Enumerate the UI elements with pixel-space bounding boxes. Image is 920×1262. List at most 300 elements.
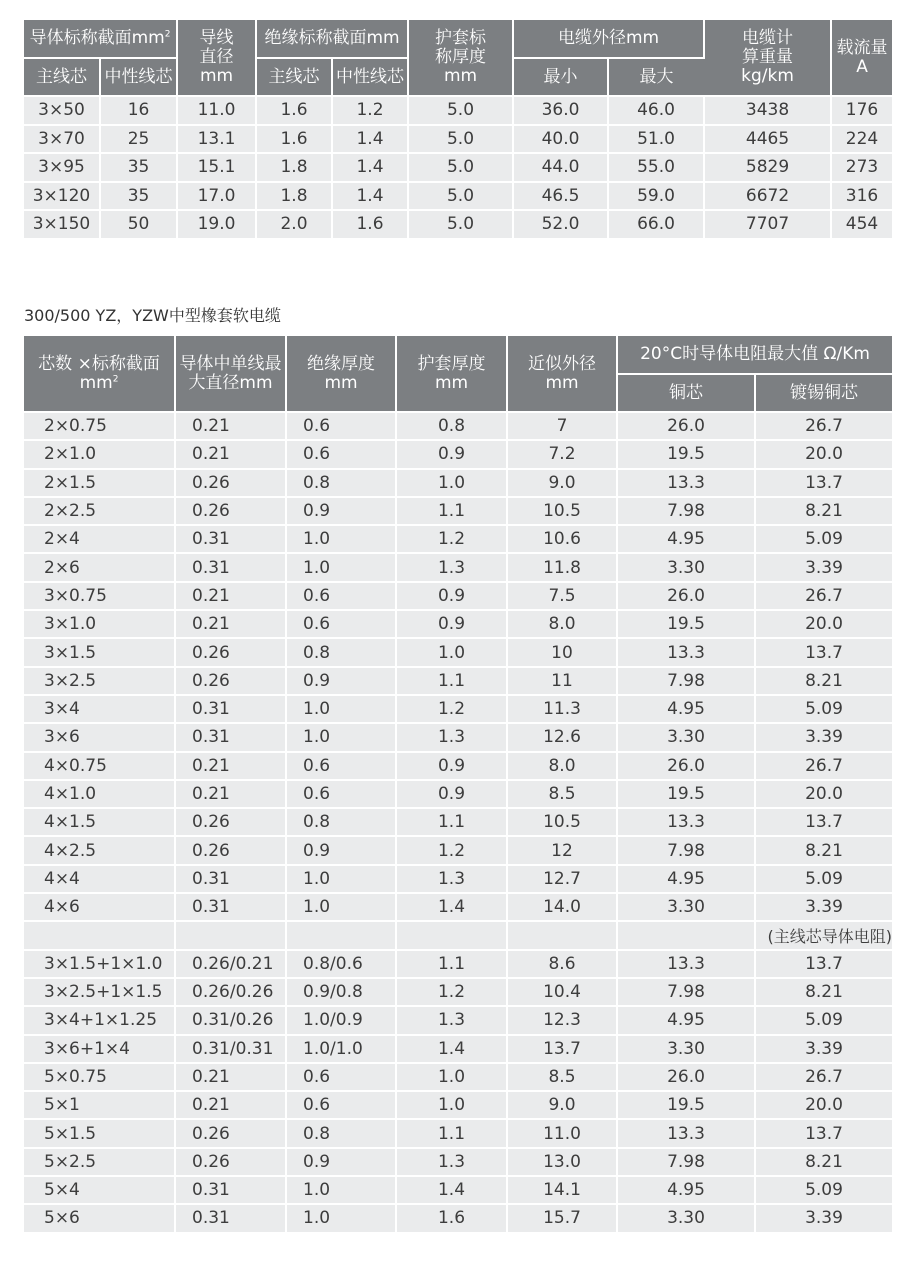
table-cell: 3.39	[755, 723, 892, 751]
table-cell: 26.7	[755, 1063, 892, 1091]
table-cell: 36.0	[513, 96, 608, 125]
table-row	[24, 440, 892, 468]
header-outer-diameter: 电缆外径mm	[513, 20, 704, 58]
table-cell: 1.8	[256, 153, 332, 182]
table-cell: 13.7	[755, 469, 892, 497]
table-cell: 20.0	[755, 780, 892, 808]
table-cell: 46.5	[513, 182, 608, 211]
table-cell: 3.39	[755, 553, 892, 581]
header-main-core: 主线芯	[24, 58, 100, 96]
table-cell: 59.0	[608, 182, 704, 211]
table-cell: 46.0	[608, 96, 704, 125]
table-cell: 4×1.5	[24, 808, 175, 836]
table-cell: 1.6	[256, 125, 332, 154]
empty-cell	[396, 921, 507, 949]
table-cell: 14.1	[507, 1176, 617, 1204]
table-cell: 13.3	[617, 1119, 755, 1147]
table-row	[24, 1063, 892, 1091]
table-cell: 35	[100, 182, 177, 211]
table-cell: 0.9	[396, 440, 507, 468]
table-cell: 8.21	[755, 1148, 892, 1176]
table-cell: 1.6	[256, 96, 332, 125]
table-cell: 0.31	[175, 1204, 286, 1232]
table-cell: 273	[831, 153, 892, 182]
header-sheath-thickness: 护套标 称厚度 mm	[408, 20, 513, 96]
header-insulation-neutral: 中性线芯	[332, 58, 408, 96]
table-cell: 4×4	[24, 865, 175, 893]
table-2-body	[24, 412, 892, 1233]
table-cell: 19.5	[617, 440, 755, 468]
table-row	[24, 182, 892, 211]
table-cell: 0.9	[396, 582, 507, 610]
table-cell: 4×1.0	[24, 780, 175, 808]
table-cell: 7.5	[507, 582, 617, 610]
table-cell: 0.26	[175, 808, 286, 836]
table-cell: 51.0	[608, 125, 704, 154]
table-cell: 3.30	[617, 1035, 755, 1063]
table-cell: 3×1.0	[24, 610, 175, 638]
table-cell: 5.09	[755, 695, 892, 723]
table-cell: 0.6	[286, 412, 396, 440]
table-cell: 4.95	[617, 1176, 755, 1204]
table-cell: 0.6	[286, 1091, 396, 1119]
empty-cell	[175, 921, 286, 949]
table-cell: 3×95	[24, 153, 100, 182]
table-cell: 11.0	[177, 96, 256, 125]
table-cell: 8.21	[755, 497, 892, 525]
table-cell: 13.7	[755, 950, 892, 978]
header-cores-area: 芯数 ×标称截面 $mm^2$	[24, 336, 175, 412]
table-cell: 26.0	[617, 752, 755, 780]
table-cell: 13.3	[617, 638, 755, 666]
table-cell: 7.98	[617, 497, 755, 525]
table-cell: 0.31/0.26	[175, 1006, 286, 1034]
table-row	[24, 752, 892, 780]
table-cell: 5×1	[24, 1091, 175, 1119]
table-cell: 1.4	[396, 1035, 507, 1063]
table-row	[24, 582, 892, 610]
table-cell: 0.26	[175, 497, 286, 525]
table-cell: 0.8/0.6	[286, 950, 396, 978]
table-cell: 1.3	[396, 865, 507, 893]
table-cell: 10.4	[507, 978, 617, 1006]
table-row	[24, 469, 892, 497]
table-cell: 3438	[704, 96, 831, 125]
table-cell: 19.5	[617, 780, 755, 808]
table-cell: 2×6	[24, 553, 175, 581]
table-cell: 1.4	[332, 153, 408, 182]
header-neutral-core: 中性线芯	[100, 58, 177, 96]
header-tinned-copper: 镀锡铜芯	[755, 374, 892, 412]
table-cell: 1.0	[286, 1176, 396, 1204]
table-cell: 3×6+1×4	[24, 1035, 175, 1063]
header-approx-diameter: 近似外径 mm	[507, 336, 617, 412]
table-cell: 2×0.75	[24, 412, 175, 440]
table-cell: 3×1.5+1×1.0	[24, 950, 175, 978]
table-cell: 6672	[704, 182, 831, 211]
table-cell: 0.31	[175, 723, 286, 751]
table-row	[24, 893, 892, 921]
table-cell: 0.31/0.31	[175, 1035, 286, 1063]
table-row	[24, 96, 892, 125]
table-cell: 0.26	[175, 469, 286, 497]
table-cell: 25	[100, 125, 177, 154]
table-cell: 2.0	[256, 210, 332, 239]
table-cell: 0.21	[175, 752, 286, 780]
table-cell: 0.9	[286, 667, 396, 695]
table-cell: 1.1	[396, 497, 507, 525]
table-cell: 0.6	[286, 440, 396, 468]
table-cell: 15.7	[507, 1204, 617, 1232]
table-cell: 50	[100, 210, 177, 239]
table-cell: 1.6	[396, 1204, 507, 1232]
table-cell: 3.39	[755, 893, 892, 921]
table-cell: 5×2.5	[24, 1148, 175, 1176]
table-cell: 0.21	[175, 1091, 286, 1119]
table-cell: 0.9	[286, 836, 396, 864]
table-cell: 8.21	[755, 667, 892, 695]
table-cell: 3×150	[24, 210, 100, 239]
table-cell: 0.21	[175, 582, 286, 610]
resistance-note: (主线芯导体电阻)	[755, 921, 892, 949]
table-cell: 15.1	[177, 153, 256, 182]
table-cell: 0.9	[396, 780, 507, 808]
table-row	[24, 978, 892, 1006]
table-cell: 13.3	[617, 808, 755, 836]
table-cell: 0.6	[286, 752, 396, 780]
table-cell: 454	[831, 210, 892, 239]
table-2-title: 300/500 YZ，YZW中型橡套软电缆	[24, 306, 281, 325]
table-row	[24, 667, 892, 695]
table-cell: 11	[507, 667, 617, 695]
table-cell: 20.0	[755, 1091, 892, 1119]
table-cell: 52.0	[513, 210, 608, 239]
table-cell: 13.7	[755, 1119, 892, 1147]
table-cell: 3.30	[617, 723, 755, 751]
table-cell: 5.0	[408, 125, 513, 154]
table-row	[24, 1091, 892, 1119]
table-cell: 0.8	[396, 412, 507, 440]
table-row	[24, 1148, 892, 1176]
header-diameter-min: 最小	[513, 58, 608, 96]
cable-spec-table-1	[24, 20, 892, 240]
table-cell: 0.26	[175, 1148, 286, 1176]
table-cell: 12.3	[507, 1006, 617, 1034]
table-cell: 0.6	[286, 780, 396, 808]
table-cell: 19.5	[617, 610, 755, 638]
table-row	[24, 723, 892, 751]
table-cell: 10.5	[507, 808, 617, 836]
table-cell: 14.0	[507, 893, 617, 921]
table-cell: 1.0	[286, 1204, 396, 1232]
table-row	[24, 1006, 892, 1034]
table-cell: 7	[507, 412, 617, 440]
table-cell: 1.4	[332, 125, 408, 154]
table-cell: 20.0	[755, 440, 892, 468]
table-cell: 2×4	[24, 525, 175, 553]
table-cell: 0.31	[175, 893, 286, 921]
table-cell: 0.21	[175, 412, 286, 440]
empty-cell	[24, 921, 175, 949]
table-cell: 4.95	[617, 525, 755, 553]
table-cell: 26.7	[755, 582, 892, 610]
table-cell: 13.3	[617, 950, 755, 978]
table-cell: 13.7	[755, 808, 892, 836]
table-1-body	[24, 96, 892, 239]
table-cell: 8.5	[507, 780, 617, 808]
table-cell: 26.7	[755, 412, 892, 440]
table-cell: 5.09	[755, 865, 892, 893]
table-note-row	[24, 921, 892, 949]
table-cell: 10.6	[507, 525, 617, 553]
table-row	[24, 153, 892, 182]
table-cell: 3×50	[24, 96, 100, 125]
empty-cell	[507, 921, 617, 949]
table-row	[24, 1119, 892, 1147]
table-cell: 0.21	[175, 610, 286, 638]
table-row	[24, 497, 892, 525]
table-cell: 4.95	[617, 695, 755, 723]
table-cell: 10	[507, 638, 617, 666]
table-cell: 0.31	[175, 865, 286, 893]
table-cell: 66.0	[608, 210, 704, 239]
table-cell: 12	[507, 836, 617, 864]
table-cell: 0.9/0.8	[286, 978, 396, 1006]
table-cell: 1.0/0.9	[286, 1006, 396, 1034]
table-cell: 5.09	[755, 1176, 892, 1204]
table-cell: 1.0	[286, 723, 396, 751]
table-cell: 0.9	[286, 1148, 396, 1176]
table-row	[24, 412, 892, 440]
table-cell: 1.1	[396, 950, 507, 978]
table-cell: 5×0.75	[24, 1063, 175, 1091]
table-row	[24, 1035, 892, 1063]
table-cell: 1.3	[396, 723, 507, 751]
table-cell: 5.09	[755, 1006, 892, 1034]
table-cell: 5.0	[408, 210, 513, 239]
table-cell: 5×6	[24, 1204, 175, 1232]
table-cell: 1.3	[396, 1006, 507, 1034]
header-diameter-max: 最大	[608, 58, 704, 96]
table-cell: 5.0	[408, 96, 513, 125]
table-row	[24, 610, 892, 638]
table-cell: 2×1.0	[24, 440, 175, 468]
table-cell: 2×1.5	[24, 469, 175, 497]
table-cell: 4×0.75	[24, 752, 175, 780]
header-max-wire-diameter: 导体中单线最 大直径mm	[175, 336, 286, 412]
table-cell: 1.4	[396, 1176, 507, 1204]
table-cell: 8.6	[507, 950, 617, 978]
table-cell: 3.30	[617, 893, 755, 921]
table-cell: 13.1	[177, 125, 256, 154]
table-cell: 8.5	[507, 1063, 617, 1091]
header-sheath-thickness: 护套厚度 mm	[396, 336, 507, 412]
table-cell: 1.1	[396, 808, 507, 836]
table-cell: 1.8	[256, 182, 332, 211]
table-row	[24, 638, 892, 666]
table-cell: 4.95	[617, 1006, 755, 1034]
table-cell: 1.2	[332, 96, 408, 125]
table-cell: 11.8	[507, 553, 617, 581]
table-row	[24, 210, 892, 239]
table-cell: 8.0	[507, 752, 617, 780]
table-cell: 176	[831, 96, 892, 125]
table-cell: 20.0	[755, 610, 892, 638]
table-cell: 17.0	[177, 182, 256, 211]
table-cell: 7.98	[617, 667, 755, 695]
table-cell: 3×2.5+1×1.5	[24, 978, 175, 1006]
table-cell: 0.26	[175, 638, 286, 666]
table-cell: 3×70	[24, 125, 100, 154]
table-row	[24, 950, 892, 978]
table-cell: 5.09	[755, 525, 892, 553]
table-cell: 12.7	[507, 865, 617, 893]
table-cell: 7707	[704, 210, 831, 239]
table-cell: 0.21	[175, 1063, 286, 1091]
header-resistance: 20°C时导体电阻最大值 Ω/Km	[617, 336, 892, 374]
table-cell: 5829	[704, 153, 831, 182]
table-cell: 35	[100, 153, 177, 182]
empty-cell	[286, 921, 396, 949]
table-cell: 0.26/0.21	[175, 950, 286, 978]
table-cell: 13.7	[755, 638, 892, 666]
table-cell: 19.0	[177, 210, 256, 239]
table-cell: 0.6	[286, 582, 396, 610]
header-cable-weight: 电缆计 算重量 kg/km	[704, 20, 831, 96]
header-copper: 铜芯	[617, 374, 755, 412]
table-cell: 3×1.5	[24, 638, 175, 666]
table-cell: 1.0	[396, 1063, 507, 1091]
table-cell: 1.3	[396, 1148, 507, 1176]
table-cell: 16	[100, 96, 177, 125]
table-cell: 1.0	[286, 525, 396, 553]
table-cell: 1.2	[396, 836, 507, 864]
table-cell: 0.26	[175, 667, 286, 695]
table-cell: 5×1.5	[24, 1119, 175, 1147]
table-cell: 7.98	[617, 978, 755, 1006]
table-cell: 0.26	[175, 1119, 286, 1147]
table-cell: 8.21	[755, 978, 892, 1006]
table-cell: 1.2	[396, 695, 507, 723]
table-cell: 1.0	[286, 553, 396, 581]
table-cell: 1.4	[396, 893, 507, 921]
table-cell: 3×0.75	[24, 582, 175, 610]
table-cell: 5×4	[24, 1176, 175, 1204]
table-cell: 26.7	[755, 752, 892, 780]
table-cell: 1.6	[332, 210, 408, 239]
table-cell: 0.9	[396, 752, 507, 780]
table-cell: 0.6	[286, 1063, 396, 1091]
table-cell: 55.0	[608, 153, 704, 182]
table-cell: 11.0	[507, 1119, 617, 1147]
table-row	[24, 525, 892, 553]
table-cell: 0.8	[286, 638, 396, 666]
table-cell: 12.6	[507, 723, 617, 751]
table-cell: 4.95	[617, 865, 755, 893]
table-row	[24, 695, 892, 723]
table-cell: 4465	[704, 125, 831, 154]
table-cell: 7.98	[617, 836, 755, 864]
table-row	[24, 125, 892, 154]
table-cell: 26.0	[617, 1063, 755, 1091]
table-cell: 19.5	[617, 1091, 755, 1119]
table-cell: 13.3	[617, 469, 755, 497]
table-row	[24, 836, 892, 864]
table-cell: 10.5	[507, 497, 617, 525]
table-cell: 1.0	[396, 1091, 507, 1119]
table-cell: 4×2.5	[24, 836, 175, 864]
table-cell: 2×2.5	[24, 497, 175, 525]
table-row	[24, 808, 892, 836]
table-row	[24, 553, 892, 581]
empty-cell	[617, 921, 755, 949]
header-wire-diameter: 导线 直径 mm	[177, 20, 256, 96]
table-cell: 0.8	[286, 808, 396, 836]
table-row	[24, 1176, 892, 1204]
table-cell: 8.21	[755, 836, 892, 864]
table-cell: 0.8	[286, 469, 396, 497]
table-cell: 0.31	[175, 553, 286, 581]
table-cell: 0.21	[175, 780, 286, 808]
table-cell: 1.2	[396, 525, 507, 553]
table-cell: 3.39	[755, 1204, 892, 1232]
table-cell: 26.0	[617, 412, 755, 440]
table-cell: 3×4+1×1.25	[24, 1006, 175, 1034]
table-cell: 5.0	[408, 182, 513, 211]
table-cell: 0.26	[175, 836, 286, 864]
table-cell: 0.8	[286, 1119, 396, 1147]
table-row	[24, 1204, 892, 1232]
header-insulation-main: 主线芯	[256, 58, 332, 96]
table-cell: 9.0	[507, 1091, 617, 1119]
table-cell: 9.0	[507, 469, 617, 497]
table-cell: 316	[831, 182, 892, 211]
table-cell: 1.4	[332, 182, 408, 211]
table-cell: 1.0	[286, 865, 396, 893]
table-cell: 4×6	[24, 893, 175, 921]
table-cell: 3×4	[24, 695, 175, 723]
table-cell: 224	[831, 125, 892, 154]
table-cell: 1.0	[396, 638, 507, 666]
header-insulation-thickness: 绝缘厚度 mm	[286, 336, 396, 412]
table-cell: 0.31	[175, 695, 286, 723]
table-cell: 0.26/0.26	[175, 978, 286, 1006]
table-cell: 1.3	[396, 553, 507, 581]
header-insulation-area: 绝缘标称截面mm	[256, 20, 408, 58]
table-cell: 3.39	[755, 1035, 892, 1063]
header-ampacity: 载流量 A	[831, 20, 892, 96]
table-cell: 1.2	[396, 978, 507, 1006]
header-conductor-area: 导体标称截面$mm^2$	[24, 20, 177, 58]
table-cell: 26.0	[617, 582, 755, 610]
table-cell: 5.0	[408, 153, 513, 182]
table-cell: 3×6	[24, 723, 175, 751]
table-row	[24, 780, 892, 808]
table-cell: 1.1	[396, 1119, 507, 1147]
table-cell: 3.30	[617, 1204, 755, 1232]
table-cell: 1.0	[286, 695, 396, 723]
table-cell: 1.0	[396, 469, 507, 497]
table-cell: 44.0	[513, 153, 608, 182]
table-cell: 13.7	[507, 1035, 617, 1063]
table-cell: 0.21	[175, 440, 286, 468]
table-cell: 7.98	[617, 1148, 755, 1176]
table-cell: 40.0	[513, 125, 608, 154]
cable-spec-table-2	[24, 336, 892, 1234]
table-cell: 0.9	[286, 497, 396, 525]
table-cell: 3.30	[617, 553, 755, 581]
table-cell: 7.2	[507, 440, 617, 468]
